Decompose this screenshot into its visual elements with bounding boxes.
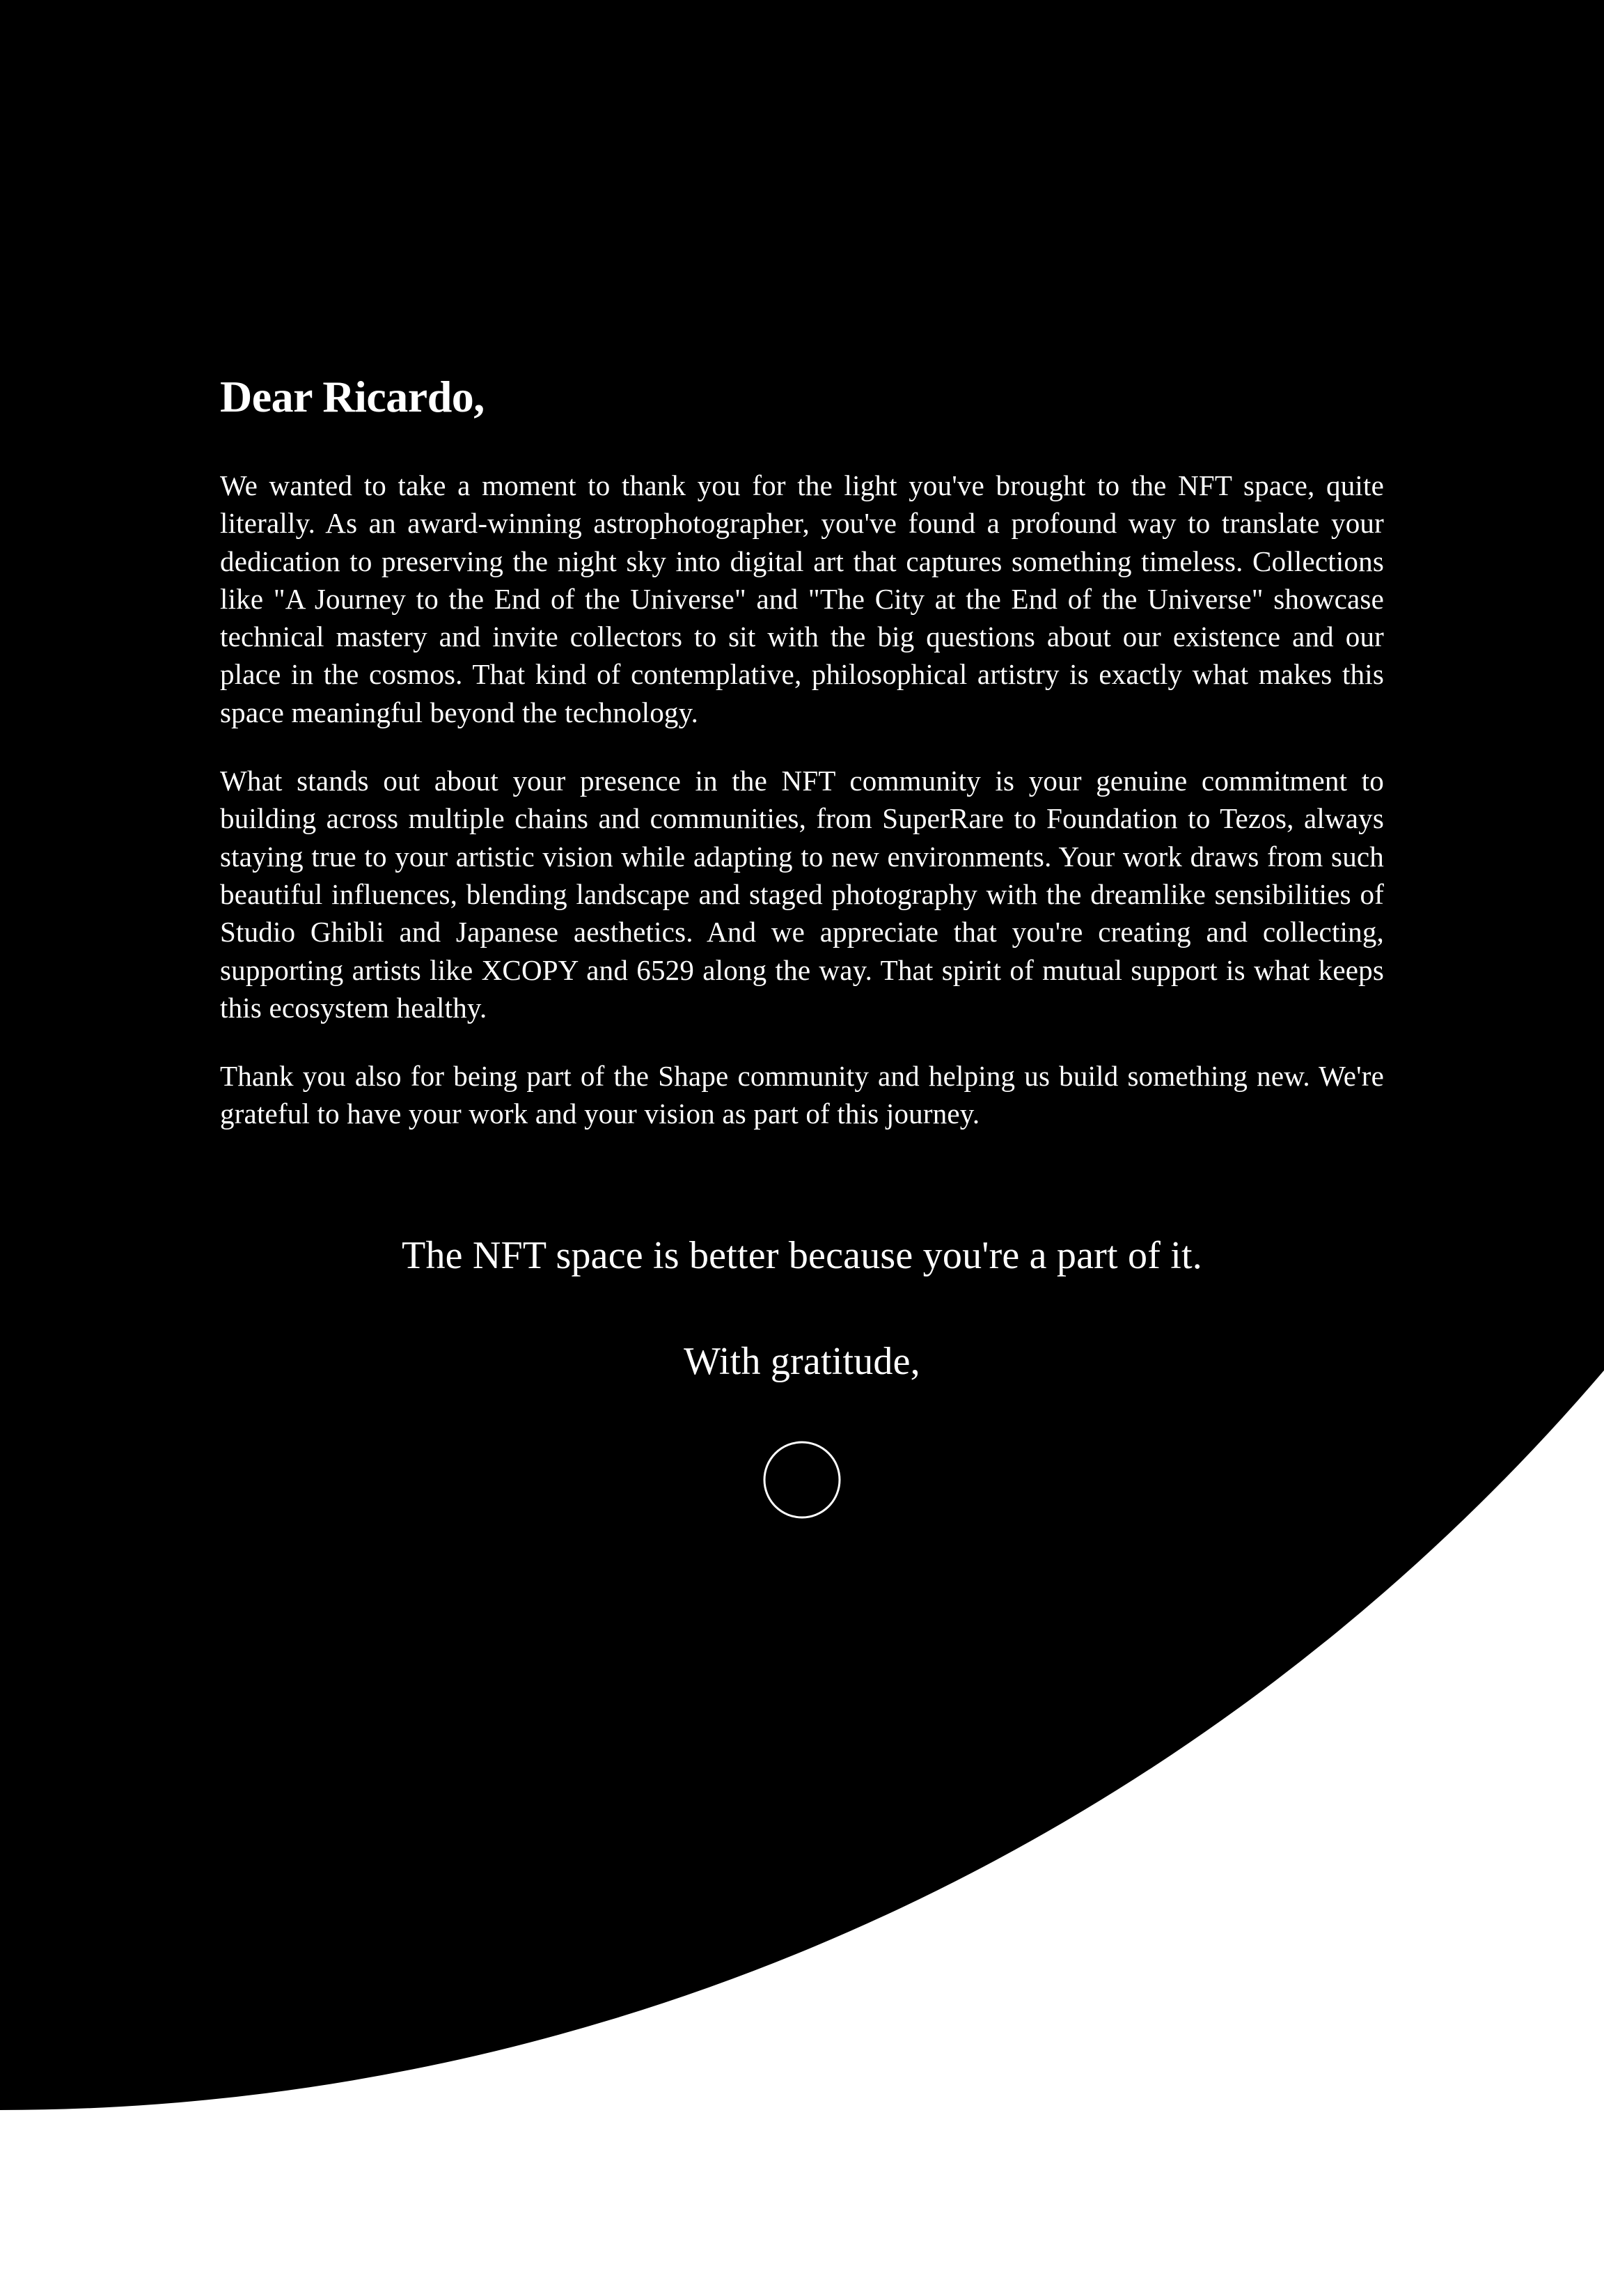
letter-greeting: Dear Ricardo, (220, 372, 485, 421)
letter-paragraph-1: We wanted to take a moment to thank you for the light you've brought to the NFT space, quite literally. As an award-winning astrophotographer, you've found a profound way to translate your dedication to preserving the night sky into digital art that captures something timeless. Collections like "A Journey to the End of the Universe" and "The City at the End of the Universe" showcase technical mastery and invite collectors to sit with the big questions about our existence and our place in the cosmos. That kind of contemplative, philosophical artistry is exactly what makes this space meaningful beyond the technology. (220, 469, 1384, 728)
sign-off: With gratitude, (684, 1339, 920, 1383)
closing-line: The NFT space is better because you're a part of it. (402, 1233, 1202, 1277)
letter-body (220, 368, 1384, 1519)
letter-paragraph-3: Thank you also for being part of the Shape community and helping us build something new. We're grateful to have your work and your vision as part of this journey. (220, 1060, 1384, 1130)
circle-outline-icon (763, 1441, 841, 1519)
letter-paragraph-2: What stands out about your presence in the NFT community is your genuine commitment to building across multiple chains and communities, from SuperRare to Foundation to Tezos, always staying true to your artistic vision while adapting to new environments. Your work draws from such beautiful influences, blending landscape and staged photography with the dreamlike sensibilities of Studio Ghibli and Japanese aesthetics. And we appreciate that you're creating and collecting, supporting artists like XCOPY and 6529 along the way. That spirit of mutual support is what keeps this ecosystem healthy. (220, 765, 1384, 1024)
